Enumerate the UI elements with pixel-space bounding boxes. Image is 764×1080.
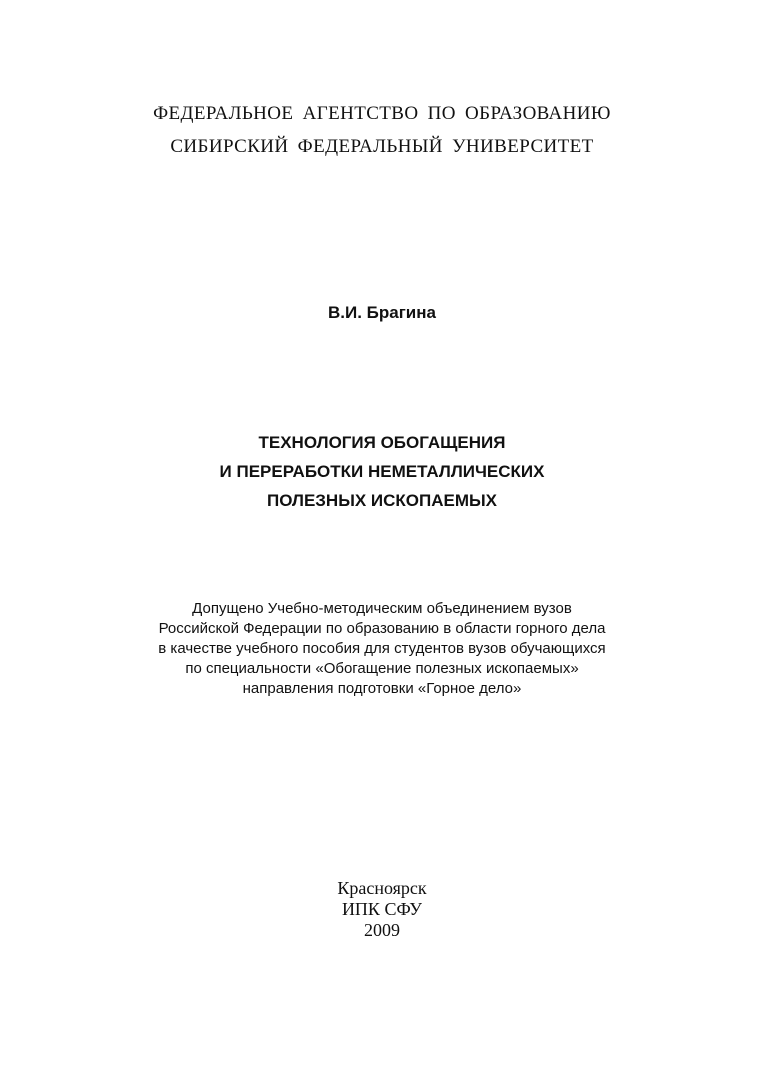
- agency-heading: ФЕДЕРАЛЬНОЕ АГЕНТСТВО ПО ОБРАЗОВАНИЮ: [153, 103, 611, 124]
- title-line-3: ПОЛЕЗНЫХ ИСКОПАЕМЫХ: [267, 491, 497, 510]
- approval-line-2: Российской Федерации по образованию в области горного дела: [158, 620, 606, 637]
- publisher-name: ИПК СФУ: [341, 899, 423, 919]
- approval-line-1: Допущено Учебно-методическим объединением вузов: [192, 600, 572, 617]
- author-name: В.И. Брагина: [328, 303, 436, 322]
- university-heading: СИБИРСКИЙ ФЕДЕРАЛЬНЫЙ УНИВЕРСИТЕТ: [170, 136, 594, 157]
- title-line-2: И ПЕРЕРАБОТКИ НЕМЕТАЛЛИЧЕСКИХ: [219, 462, 545, 481]
- publication-city: Красноярск: [337, 878, 427, 898]
- approval-line-4: по специальности «Обогащение полезных ископаемых»: [185, 660, 579, 677]
- approval-line-3: в качестве учебного пособия для студентов вузов обучающихся: [158, 640, 606, 657]
- publication-year: 2009: [364, 920, 400, 940]
- approval-line-5: направления подготовки «Горное дело»: [242, 680, 522, 697]
- title-line-1: ТЕХНОЛОГИЯ ОБОГАЩЕНИЯ: [258, 433, 506, 452]
